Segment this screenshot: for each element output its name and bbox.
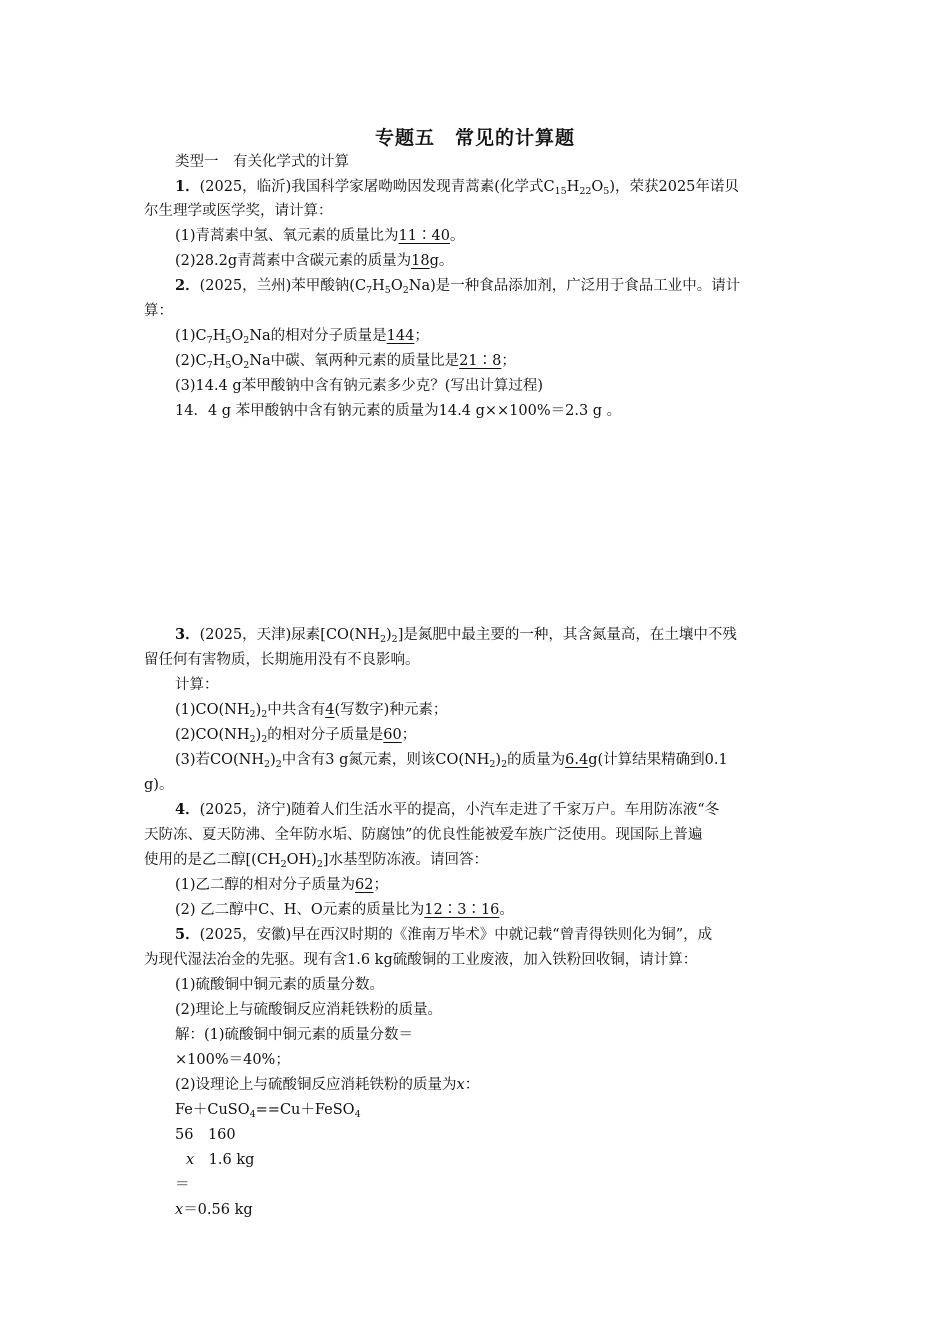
q5-solution-3: (2)设理论上与硫酸铜反应消耗铁粉的质量为x： [175, 1077, 480, 1093]
answer-blank: 144 [386, 328, 415, 344]
q3-part-1: $(1)CO(NH_2)_2$中共含有4(写数字)种元素； [175, 702, 448, 720]
q4-part-1: (1)乙二醇的相对分子质量为62； [175, 877, 388, 893]
page-title: 专题五 常见的计算题 [374, 127, 575, 149]
q3-line-3: 计算： [175, 677, 219, 693]
answer-blank: 6.4 [565, 752, 589, 768]
q2-number: 2． [175, 277, 200, 294]
answer-blank: 18 [411, 253, 430, 269]
q3-number: 3． [175, 626, 200, 643]
q3-line-1: 3．(2025，天津)尿素$[CO(NH_2)_2]$是氮肥中最主要的一种，其含氮量高，在土壤中不残 [175, 626, 737, 645]
q4-line-2: 天防冻、夏天防沸、全年防水垢、防腐蚀”的优良性能被爱车族广泛使用。现国际上普遍 [144, 827, 703, 843]
answer-blank: 60 [383, 727, 402, 743]
q1-part-1: (1)青蒿素中氢、氧元素的质量比为11∶40。 [175, 228, 465, 244]
q5-line-1: 5．(2025，安徽)早在西汉时期的《淮南万毕术》中就记载“曾青得铁则化为铜”，成 [175, 926, 713, 943]
q5-number: 5． [175, 926, 200, 943]
q5-result: x＝0.56 kg [175, 1202, 253, 1218]
q4-number: 4． [175, 801, 200, 818]
q4-line-3: 使用的是乙二醇$[(CH_2OH)_2]$水基型防冻液。请回答： [144, 852, 489, 870]
q5-solution-2: ×100%＝40%； [175, 1052, 290, 1068]
answer-blank: 21∶8 [459, 353, 502, 369]
answer-blank: 12∶3∶16 [424, 902, 500, 918]
q5-molar-masses: 56 160 [175, 1127, 236, 1143]
q5-line-2: 为现代湿法冶金的先驱。现有含1.6 kg硫酸铜的工业废液，加入铁粉回收铜，请计算： [144, 952, 698, 968]
q1-part-2: (2)28.2g青蒿素中含碳元素的质量为18g。 [175, 253, 454, 269]
section-heading: 类型一 有关化学式的计算 [175, 154, 349, 170]
q4-part-2: (2) 乙二醇中C、H、O元素的质量比为12∶3∶16。 [175, 902, 514, 918]
q3-line-2: 留任何有害物质，长期施用没有不良影响。 [144, 652, 420, 668]
q1-line-2: 尔生理学或医学奖，请计算： [144, 203, 333, 219]
q2-line-2: 算： [144, 303, 173, 319]
answer-blank: 4 [325, 702, 335, 718]
q1-line-1: 1．(2025，临沂)我国科学家屠呦呦因发现青蒿素(化学式$C_{15}H_{22}O_5$)，荣获2025年诺贝 [175, 178, 739, 197]
q5-equation: Fe＋CuSO$_4$==Cu＋FeSO$_4$ [175, 1102, 361, 1120]
q5-part-2: (2)理论上与硫酸铜反应消耗铁粉的质量。 [175, 1002, 443, 1018]
q2-part-2: $(2)C_7H_5O_2Na$中碳、氧两种元素的质量比是21∶8； [175, 353, 516, 371]
q1-number: 1． [175, 178, 200, 195]
q5-part-1: (1)硫酸铜中铜元素的质量分数。 [175, 977, 385, 993]
q2-line-1: 2．(2025，兰州)苯甲酸钠$(C_7H_5O_2Na)$是一种食品添加剂，广泛用于食品工业中。请计 [175, 277, 741, 296]
q5-quantities: x 1.6 kg [186, 1152, 255, 1168]
q3-part-3: (3)若$CO(NH_2)_2$中含有3 g氮元素，则该$CO(NH_2)_2$的质量为6.4g(计算结果精确到0.1 [175, 752, 728, 770]
q3-part-3-line-2: g)。 [144, 777, 174, 793]
q3-part-2: $(2)CO(NH_2)_2$的相对分子质量是60； [175, 727, 417, 745]
q5-solution-1: 解：(1)硫酸铜中铜元素的质量分数＝ [175, 1027, 414, 1043]
q2-part-3: (3)14.4 g苯甲酸钠中含有钠元素多少克？(写出计算过程) [175, 378, 544, 394]
answer-blank: 11∶40 [398, 228, 450, 244]
q4-line-1: 4．(2025，济宁)随着人们生活水平的提高，小汽车走进了千家万户。车用防冻液“冬 [175, 801, 720, 818]
q2-answer: 14．4 g 苯甲酸钠中含有钠元素的质量为14.4 g××100%＝2.3 g 。 [175, 403, 622, 419]
answer-blank: 62 [355, 877, 374, 893]
q5-ratio: ＝ [175, 1177, 190, 1193]
q2-part-1: $(1)C_7H_5O_2Na$的相对分子质量是144； [175, 328, 429, 346]
